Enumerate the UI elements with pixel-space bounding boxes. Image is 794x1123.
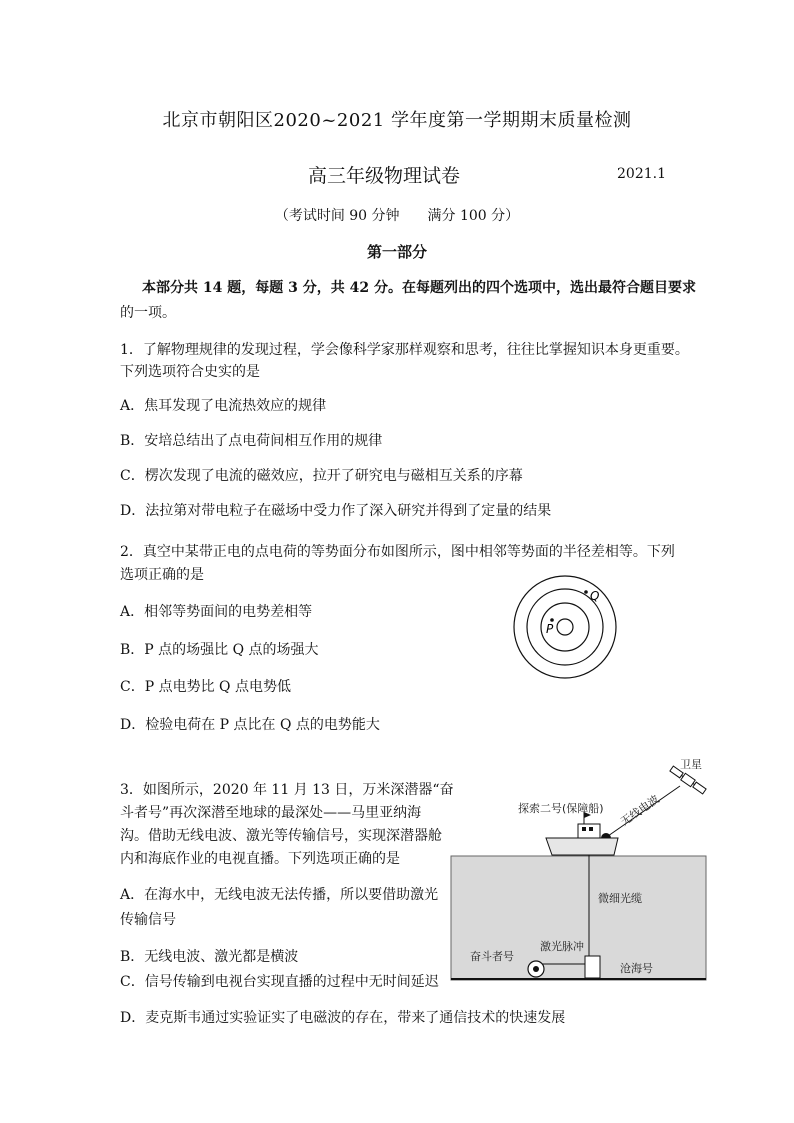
q3-stem-line1: 3．如图所示，2020 年 11 月 13 日，万米深潜器“奋 [120, 782, 454, 798]
laser-pulse-label: 激光脉冲 [540, 940, 584, 953]
q2-option-d: D．检验电荷在 P 点比在 Q 点的电势能大 [120, 717, 380, 733]
part-title: 第一部分 [366, 243, 427, 261]
q3-stem-line4: 内和海底作业的电视直播。下列选项正确的是 [120, 851, 400, 867]
exam-date: 2021.1 [617, 166, 666, 182]
equipotential-circle-outer [514, 576, 616, 678]
optical-cable-label: 微细光缆 [598, 892, 642, 905]
deep-sea-figure [448, 752, 710, 984]
lander-label: 沧海号 [620, 962, 653, 975]
q3-option-d: D．麦克斯韦通过实验证实了电磁波的存在，带来了通信技术的快速发展 [120, 1010, 566, 1026]
exam-info: （考试时间 90 分钟 满分 100 分） [274, 208, 520, 224]
q2-stem-line1: 2．真空中某带正电的点电荷的等势面分布如图所示，图中相邻等势面的半径差相等。下列 [120, 544, 675, 560]
q1-option-c: C．楞次发现了电流的磁效应，拉开了研究电与磁相互关系的序幕 [120, 468, 523, 484]
q3-option-b: B．无线电波、激光都是横波 [120, 949, 299, 965]
q3-option-c: C．信号传输到电视台实现直播的过程中无时间延迟 [120, 974, 439, 990]
ship-label: 探索二号(保障船) [518, 802, 604, 815]
point-p-label: P [546, 622, 554, 636]
satellite-label: 卫星 [680, 758, 702, 771]
point-q-dot [584, 590, 588, 594]
q1-option-a: A．焦耳发现了电流热效应的规律 [120, 398, 327, 414]
q2-option-c: C．P 点电势比 Q 点电势低 [120, 679, 291, 695]
submersible-label: 奋斗者号 [470, 950, 514, 963]
q1-stem-line1: 1．了解物理规律的发现过程，学会像科学家那样观察和思考，往往比掌握知识本身更重要。 [120, 342, 689, 358]
exam-header: 北京市朝阳区2020~2021 学年度第一学期期末质量检测 [162, 110, 632, 131]
q1-option-b: B．安培总结出了点电荷间相互作用的规律 [120, 433, 383, 449]
q3-stem-line3: 沟。借助无线电波、激光等传输信号，实现深潜器舱 [120, 828, 442, 844]
lander-icon [585, 956, 600, 978]
radio-wave-label: 无线电波 [618, 792, 662, 829]
instructions-line2: 的一项。 [120, 305, 176, 321]
submersible-icon [528, 961, 544, 977]
instructions-line1: 本部分共 14 题，每题 3 分，共 42 分。在每题列出的四个选项中，选出最符合题目要求 [142, 280, 696, 296]
q3-option-a-line1: A．在海水中，无线电波无法传播，所以要借助激光 [120, 887, 439, 903]
q3-stem-line2: 斗者号”再次深潜至地球的最深处——马里亚纳海 [120, 805, 422, 821]
paper-title: 高三年级物理试卷 [308, 165, 461, 187]
equipotential-figure [510, 574, 620, 684]
q2-option-b: B．P 点的场强比 Q 点的场强大 [120, 642, 319, 658]
q3-option-a-line2: 传输信号 [120, 912, 176, 928]
point-q-label: Q [590, 589, 600, 603]
q2-stem-line2: 选项正确的是 [120, 567, 204, 583]
q1-option-d: D．法拉第对带电粒子在磁场中受力作了深入研究并得到了定量的结果 [120, 503, 552, 519]
q1-stem-line2: 下列选项符合史实的是 [120, 364, 260, 380]
equipotential-circle-inner [557, 619, 573, 635]
q2-option-a: A．相邻等势面间的电势差相等 [120, 604, 313, 620]
ship-icon [546, 812, 618, 855]
